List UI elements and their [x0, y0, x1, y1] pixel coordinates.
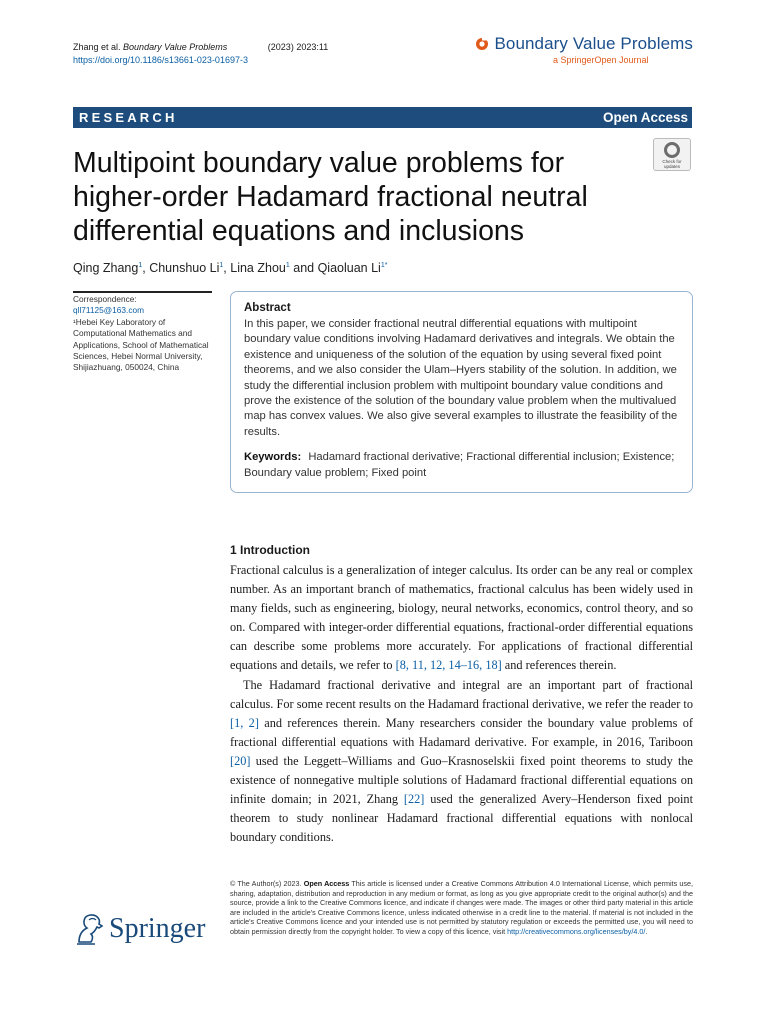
section-heading: 1 Introduction [230, 543, 310, 557]
header-authors: Zhang et al. [73, 42, 121, 52]
journal-name: Boundary Value Problems [494, 34, 693, 53]
author-name[interactable]: Chunshuo Li [149, 261, 220, 275]
citation-link[interactable]: [8, 11, 12, 14–16, 18] [395, 658, 502, 673]
author-separator: , [223, 261, 231, 275]
article-type-banner [73, 107, 692, 128]
citation-link[interactable]: [1, 2] [230, 715, 259, 730]
license-notice: © The Author(s) 2023. Open Access This article is licensed under a Creative Commons Attribution 4.0 International License, which permits use, sharing, adaptation, distribution and reproduction in any medium or format, as long as you give appropriate credit to the original author(s) and the source, provide a link to the Creative Commons licence, and indicate if changes were made. The images or other third party material in this article are included in the article's Creative Commons licence, unless indicated otherwise in a credit line to the material. If material is not included in the article's Creative Commons licence and your intended use is not permitted by statutory regulation or exceeds the permitted use, you will need to obtain permission directly from the copyright holder. To view a copy of this licence, visit http://creativecommons.org/licenses/by/4.0/. [230, 879, 694, 936]
abstract-box [230, 291, 693, 493]
author-name[interactable]: Qiaoluan Li [317, 261, 381, 275]
journal-brand[interactable] [473, 34, 693, 65]
publisher-logo[interactable] [73, 912, 205, 946]
journal-subtitle: a SpringerOpen Journal [553, 55, 649, 65]
paragraph: The Hadamard fractional derivative and integral are an important part of fractional calculus. For some recent results on the Hadamard fractional derivative, we refer the reader to [1, 2] and references therein. Many researchers consider the boundary value problems of fractional differential equations with Hadamard derivative. For example, in 2016, Tariboon [20] used the Leggett–Williams and Guo–Krasnoselskii fixed point theorems to study the existence of nonnegative multiple solutions of Hadamard fractional differential equations on infinite domain; in 2021, Zhang [22] used the generalized Avery–Henderson fixed point theorem to study nonlinear Hadamard fractional differential equations with nonlocal boundary conditions. [230, 677, 693, 845]
author-name[interactable]: Qing Zhang [73, 261, 139, 275]
copyright-text: © The Author(s) 2023. [230, 879, 302, 888]
author-separator: and [289, 261, 318, 275]
springer-horse-icon [73, 912, 105, 946]
keywords-text: Hadamard fractional derivative; Fractional differential inclusion; Existence; Boundary value problem; Fixed point [244, 451, 675, 479]
citation-line [73, 41, 328, 54]
section-type-label: RESEARCH [79, 110, 178, 125]
license-link[interactable]: http://creativecommons.org/licenses/by/4.0/ [507, 926, 646, 936]
correspondence-label: Correspondence: [73, 294, 137, 304]
check-updates-icon [664, 142, 680, 158]
affiliation-text: ¹Hebei Key Laboratory of Computational Mathematics and Applications, School of Mathematical Sciences, Hebei Normal University, Shijiazhuang, 050024, China [73, 316, 209, 373]
author-affiliation-mark: 1* [380, 261, 388, 269]
author-affiliation-mark: 1 [138, 261, 143, 269]
check-updates-label: Check for updates [662, 159, 682, 169]
header-citation: 2023:11 [296, 42, 329, 52]
abstract-text: In this paper, we consider fractional neutral differential equations with multipoint boundary value conditions involving Hadamard derivatives and integrals. We obtain the existence and uniqueness of the solution of the equation by using several fixed point theorems, and we also consider the Ulam–Hyers stability of the solution. In addition, we study the differential inclusion problem with multipoint boundary value conditions and prove the existence of the solution of the boundary value problem when the multivalued map has convex values. We also give several examples to illustrate the feasibility of the results. [244, 318, 678, 438]
keywords [244, 450, 679, 481]
citation-link[interactable]: [20] [230, 753, 251, 768]
citation-link[interactable]: [22] [403, 792, 425, 807]
check-for-updates-button[interactable] [653, 138, 691, 171]
header-year: (2023) [267, 42, 294, 52]
header-journal: Boundary Value Problems [123, 42, 228, 52]
affiliation-divider [73, 291, 212, 293]
keywords-label: Keywords: [244, 451, 302, 464]
author-list [73, 261, 387, 275]
paragraph: Fractional calculus is a generalization of integer calculus. Its order can be any real or complex number. As an important branch of mathematics, fractional calculus has been widely used in many fields, such as engineering, biology, neural networks, economics, control theory, and so on. Compared with integer-order differential equations, fractional-order differential equations can describe some problems more accurately. For applications of fractional differential equations and details, we refer to [8, 11, 12, 14–16, 18] and references therein. [230, 563, 693, 673]
author-name[interactable]: Lina Zhou [230, 261, 286, 275]
author-affiliation-mark: 1 [219, 261, 224, 269]
open-access-label: Open Access [602, 110, 688, 125]
section-body [230, 561, 693, 847]
affiliation-block [73, 294, 213, 374]
doi-link[interactable]: https://doi.org/10.1186/s13661-023-01697-3 [73, 55, 248, 65]
springeropen-logo-icon [475, 37, 489, 51]
article-title: Multipoint boundary value problems for higher-order Hadamard fractional neutral differential equations and inclusions [73, 147, 588, 247]
abstract-heading: Abstract [244, 302, 291, 314]
running-header [73, 41, 328, 67]
author-separator: , [142, 261, 150, 275]
publisher-name: Springer [109, 913, 206, 944]
correspondence-email[interactable]: qll71125@163.com [73, 305, 145, 316]
license-oa-label: Open Access [303, 879, 350, 888]
author-affiliation-mark: 1 [285, 261, 290, 269]
license-text: This article is licensed under a Creative Commons Attribution 4.0 International License, which permits use, sharing, adaptation, distribution and reproduction in any medium or format, as long as you give appropriate credit to the original author(s) and the source, provide a link to the Creative Commons licence, and indicate if changes were made. The images or other third party material in this article are included in the article's Creative Commons licence, unless indicated otherwise in a credit line to the material. If material is not included in the article's Creative Commons licence and your intended use is not permitted by statutory regulation or exceeds the permitted use, you will need to obtain permission directly from the copyright holder. To view a copy of this licence, visit [230, 879, 694, 936]
